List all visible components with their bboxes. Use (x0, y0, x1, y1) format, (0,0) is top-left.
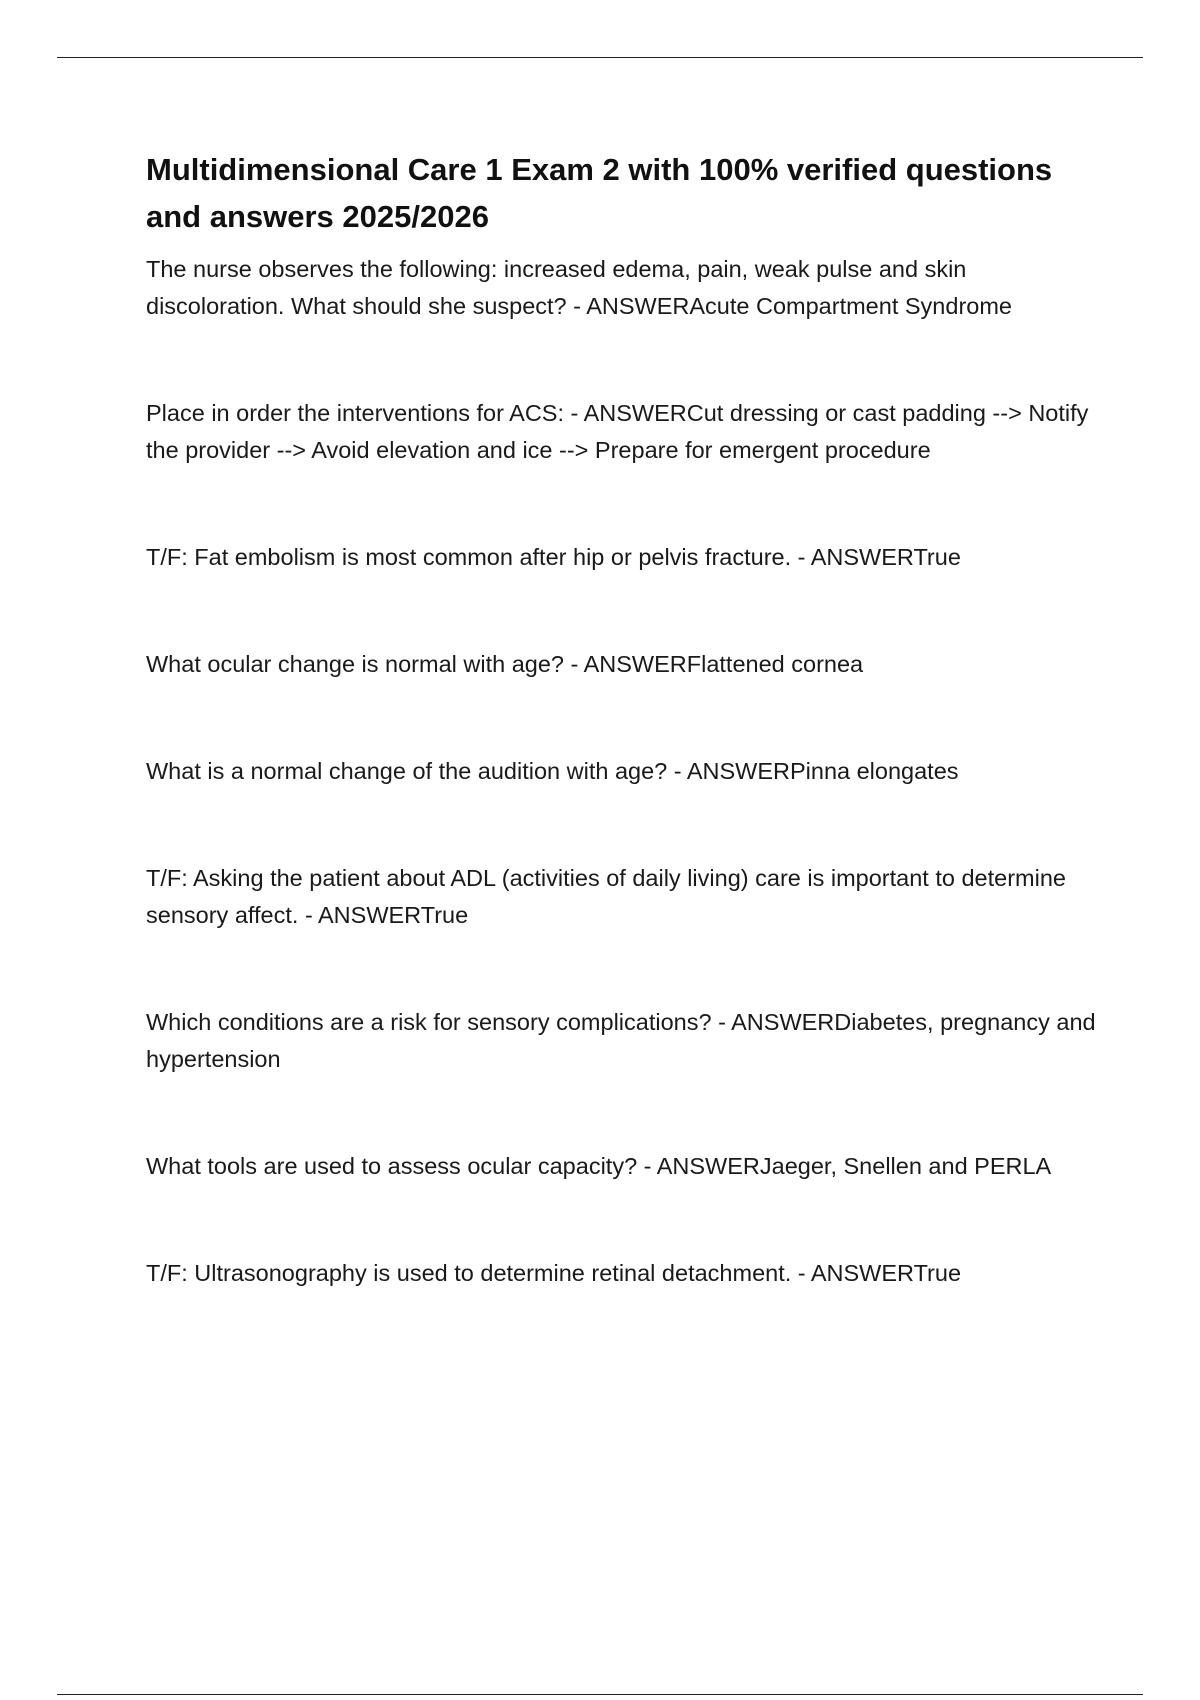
answer-text: Pinna elongates (789, 758, 959, 784)
document-body (146, 146, 1096, 1362)
question-text: What ocular change is normal with age? (146, 651, 564, 677)
question-text: T/F: Ultrasonography is used to determine retinal detachment. (146, 1260, 792, 1286)
answer-prefix: - ANSWER (643, 1153, 760, 1179)
question-text: The nurse observes the following: increased edema, pain, weak pulse and skin discoloration. What should she suspect? (146, 256, 967, 319)
question-text: T/F: Fat embolism is most common after hip or pelvis fracture. (146, 544, 792, 570)
qa-item (146, 1004, 1096, 1078)
document-title: Multidimensional Care 1 Exam 2 with 100% verified questions and answers 2025/2026 (146, 152, 1053, 234)
answer-text: True (420, 902, 469, 928)
answer-prefix: - ANSWER (570, 400, 687, 426)
answer-text: Jaeger, Snellen and PERLA (759, 1153, 1052, 1179)
qa-item (146, 539, 1096, 576)
qa-item (146, 753, 1096, 790)
question-text: What is a normal change of the audition with age? (146, 758, 668, 784)
answer-text: True (913, 544, 961, 570)
answer-text: Flattened cornea (686, 651, 864, 677)
top-rule (57, 57, 1143, 58)
qa-item (146, 395, 1096, 469)
answer-text: Diabetes, pregnancy and hypertension (146, 1009, 1096, 1072)
question-text: Place in order the interventions for ACS: (146, 400, 564, 426)
answer-text: Cut dressing or cast padding --> Notify the provider --> Avoid elevation and ice --> Prepare for emergent procedure (146, 400, 1089, 463)
qa-item (146, 860, 1096, 934)
answer-prefix: - ANSWER (797, 1260, 914, 1286)
question-text: T/F: Asking the patient about ADL (activities of daily living) care is important to determine sensory affect. (146, 865, 1066, 928)
question-text: What tools are used to assess ocular capacity? (146, 1153, 638, 1179)
answer-prefix: - ANSWER (570, 651, 687, 677)
answer-prefix: - ANSWER (797, 544, 914, 570)
question-text: Which conditions are a risk for sensory complications? (146, 1009, 712, 1035)
qa-item (146, 1255, 1096, 1292)
answer-prefix: - ANSWER (718, 1009, 835, 1035)
answer-text: True (913, 1260, 962, 1286)
qa-item (146, 646, 1096, 683)
answer-prefix: - ANSWER (573, 293, 690, 319)
qa-item (146, 251, 1096, 325)
answer-text: Acute Compartment Syndrome (689, 293, 1012, 319)
answer-prefix: - ANSWER (304, 902, 421, 928)
qa-item (146, 1148, 1096, 1185)
bottom-rule (57, 1694, 1143, 1695)
answer-prefix: - ANSWER (673, 758, 790, 784)
